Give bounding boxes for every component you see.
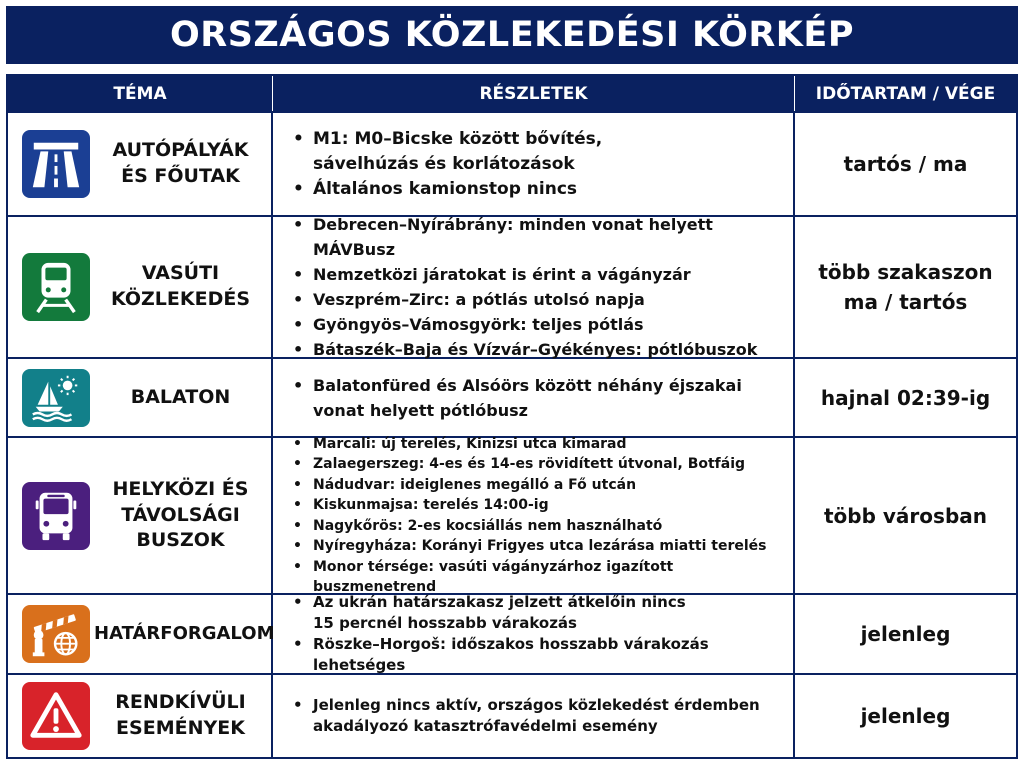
details-list (291, 695, 760, 737)
details-list (291, 434, 793, 598)
table-row-rail (8, 215, 1016, 357)
time-cell: több városban (824, 503, 987, 528)
traffic-table (6, 74, 1018, 759)
time-cell: hajnal 02:39-ig (820, 385, 991, 410)
train-icon (22, 253, 90, 321)
warning-icon (22, 682, 90, 750)
list-item: • Általános kamionstop nincs (291, 177, 602, 202)
list-item: • Nagykőrös: 2-es kocsiállás nem használható (291, 516, 793, 537)
border-crossing-icon (22, 605, 90, 663)
list-item: • Gyöngyös–Vámosgyörk: teljes pótlás (291, 312, 793, 337)
topic-label: BALATON (130, 385, 231, 408)
topic-label: RENDKÍVÜLI ESEMÉNYEK (115, 691, 246, 739)
list-item: • Nyíregyháza: Korányi Frigyes utca lezárása miatti terelés (291, 536, 793, 557)
details-list (291, 592, 793, 676)
list-item: • Kiskunmajsa: terelés 14:00-ig (291, 495, 793, 516)
list-item: • Monor térsége: vasúti vágányzárhoz igazított buszmenetrend (291, 557, 793, 598)
sailboat-icon (22, 369, 90, 427)
list-item: • Veszprém–Zirc: a pótlás utolsó napja (291, 287, 793, 312)
time-cell: jelenleg (860, 704, 951, 728)
table-row-border (8, 593, 1016, 673)
table-row-buses (8, 436, 1016, 593)
bus-icon (22, 482, 90, 550)
list-item: • Nádudvar: ideiglenes megálló a Fő utcán (291, 475, 793, 496)
list-item: • Balatonfüred és Alsóörs között néhány éjszakai vonat helyett pótlóbusz (291, 373, 742, 423)
topic-label: HELYKÖZI ÉS TÁVOLSÁGI BUSZOK (112, 478, 249, 552)
topic-label: VASÚTI KÖZLEKEDÉS (110, 262, 251, 310)
header-topic: TÉMA (8, 76, 273, 111)
time-cell: több szakaszon ma / tartós (818, 260, 993, 314)
header-details: RÉSZLETEK (273, 76, 795, 111)
details-list (291, 127, 602, 202)
topic-label: HATÁRFORGALOM (94, 622, 275, 644)
page-title: ORSZÁGOS KÖZLEKEDÉSI KÖRKÉP (6, 6, 1018, 64)
list-item: • Debrecen–Nyírábrány: minden vonat helyett MÁVBusz (291, 212, 793, 262)
table-row-emergency (8, 673, 1016, 757)
motorway-icon (22, 130, 90, 198)
details-list (291, 373, 742, 423)
time-cell: jelenleg (860, 622, 951, 646)
details-list (291, 212, 793, 362)
table-header (8, 76, 1016, 111)
list-item: • Zalaegerszeg: 4-es és 14-es rövidített útvonal, Botfáig (291, 454, 793, 475)
list-item: • M1: M0–Bicske között bővítés, sávelhúzás és korlátozások (291, 127, 602, 177)
list-item: • Röszke–Horgoš: időszakos hosszabb várakozás lehetséges (291, 634, 793, 676)
list-item: • Nemzetközi járatokat is érint a vágányzár (291, 262, 793, 287)
topic-label: AUTÓPÁLYÁK ÉS FŐUTAK (112, 139, 249, 187)
header-time: IDŐTARTAM / VÉGE (815, 83, 996, 104)
time-cell: tartós / ma (843, 152, 968, 176)
list-item: • Bátaszék–Baja és Vízvár–Gyékényes: pótlóbuszok (291, 337, 793, 362)
table-row-motorways (8, 111, 1016, 215)
list-item: • Az ukrán határszakasz jelzett átkelőin nincs 15 percnél hosszabb várakozás (291, 592, 793, 634)
list-item: • Marcali: új terelés, Kinizsi utca kimarad (291, 434, 793, 455)
list-item: • Jelenleg nincs aktív, országos közlekedést érdemben akadályozó katasztrófavédelmi esemény (291, 695, 760, 737)
table-row-balaton (8, 357, 1016, 436)
